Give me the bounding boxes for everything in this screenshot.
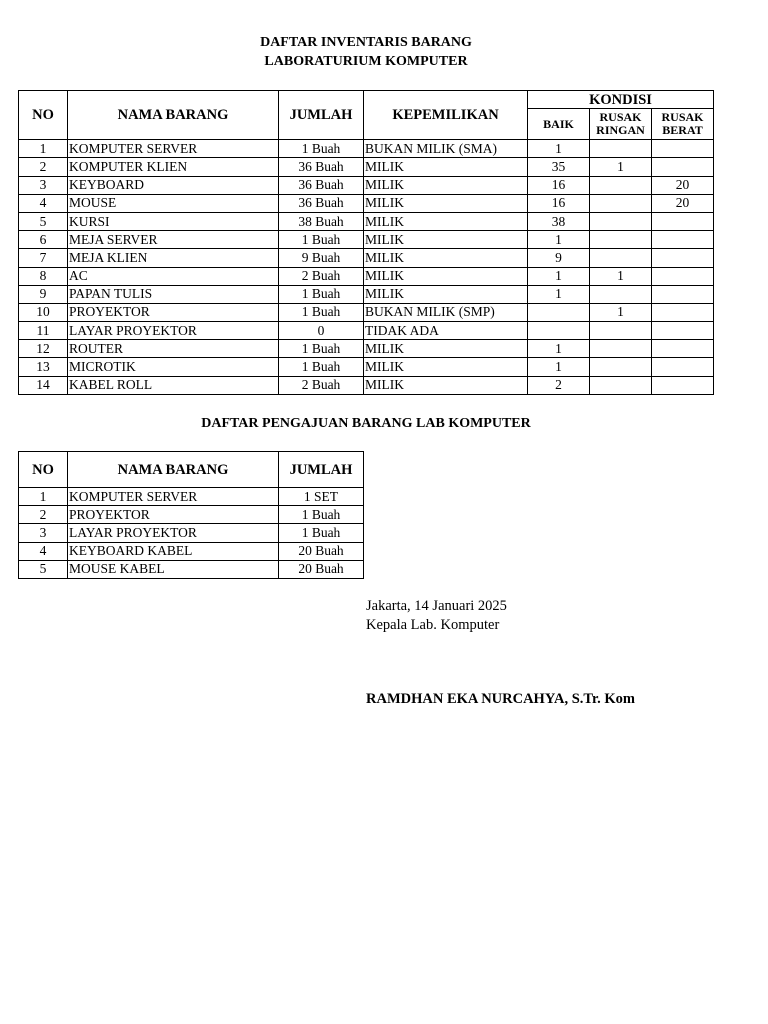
inventory-table bbox=[18, 90, 714, 395]
table-row bbox=[19, 285, 714, 303]
cell-nama: MEJA SERVER bbox=[68, 231, 279, 249]
cell-jumlah: 36 Buah bbox=[279, 194, 364, 212]
cell-baik: 9 bbox=[528, 249, 590, 267]
request-cell-jumlah: 20 Buah bbox=[279, 560, 364, 578]
request-cell-no: 5 bbox=[19, 560, 68, 578]
cell-berat bbox=[652, 340, 714, 358]
document-title: DAFTAR INVENTARIS BARANG bbox=[260, 35, 472, 50]
table-row bbox=[19, 212, 714, 230]
table-row bbox=[19, 194, 714, 212]
cell-nama: KABEL ROLL bbox=[68, 376, 279, 394]
header-rusak-ringan bbox=[590, 109, 652, 140]
cell-berat: 20 bbox=[652, 176, 714, 194]
cell-kepemilikan: MILIK bbox=[364, 285, 528, 303]
cell-ringan bbox=[590, 358, 652, 376]
cell-ringan bbox=[590, 212, 652, 230]
table-row bbox=[19, 249, 714, 267]
cell-no: 6 bbox=[19, 231, 68, 249]
cell-jumlah: 36 Buah bbox=[279, 176, 364, 194]
cell-berat bbox=[652, 140, 714, 158]
cell-no: 8 bbox=[19, 267, 68, 285]
cell-no: 1 bbox=[19, 140, 68, 158]
table-row bbox=[19, 158, 714, 176]
cell-berat bbox=[652, 267, 714, 285]
table-row bbox=[19, 267, 714, 285]
document-subtitle: LABORATURIUM KOMPUTER bbox=[264, 54, 468, 69]
cell-kepemilikan: MILIK bbox=[364, 212, 528, 230]
request-header-jumlah: JUMLAH bbox=[279, 452, 364, 488]
cell-ringan bbox=[590, 376, 652, 394]
cell-no: 10 bbox=[19, 303, 68, 321]
cell-jumlah: 1 Buah bbox=[279, 231, 364, 249]
cell-jumlah: 1 Buah bbox=[279, 340, 364, 358]
cell-nama: KOMPUTER KLIEN bbox=[68, 158, 279, 176]
request-header-no: NO bbox=[19, 452, 68, 488]
cell-kepemilikan: MILIK bbox=[364, 267, 528, 285]
cell-jumlah: 2 Buah bbox=[279, 376, 364, 394]
table-row bbox=[19, 560, 364, 578]
cell-baik: 16 bbox=[528, 176, 590, 194]
cell-ringan bbox=[590, 231, 652, 249]
cell-jumlah: 0 bbox=[279, 322, 364, 340]
header-kepemilikan: KEPEMILIKAN bbox=[364, 91, 528, 140]
cell-jumlah: 1 Buah bbox=[279, 285, 364, 303]
cell-ringan bbox=[590, 194, 652, 212]
cell-baik: 1 bbox=[528, 285, 590, 303]
cell-kepemilikan: MILIK bbox=[364, 176, 528, 194]
request-cell-no: 1 bbox=[19, 488, 68, 506]
table-row bbox=[19, 340, 714, 358]
request-cell-nama: KEYBOARD KABEL bbox=[68, 542, 279, 560]
table-row bbox=[19, 231, 714, 249]
cell-jumlah: 1 Buah bbox=[279, 303, 364, 321]
request-title: DAFTAR PENGAJUAN BARANG LAB KOMPUTER bbox=[201, 416, 531, 431]
cell-ringan: 1 bbox=[590, 303, 652, 321]
table-row bbox=[19, 322, 714, 340]
request-cell-jumlah: 1 SET bbox=[279, 488, 364, 506]
cell-nama: ROUTER bbox=[68, 340, 279, 358]
request-cell-no: 2 bbox=[19, 506, 68, 524]
request-cell-jumlah: 1 Buah bbox=[279, 524, 364, 542]
cell-kepemilikan: BUKAN MILIK (SMA) bbox=[364, 140, 528, 158]
header-rusak-berat bbox=[652, 109, 714, 140]
cell-nama: MICROTIK bbox=[68, 358, 279, 376]
cell-berat bbox=[652, 212, 714, 230]
cell-ringan bbox=[590, 176, 652, 194]
cell-berat bbox=[652, 158, 714, 176]
cell-jumlah: 38 Buah bbox=[279, 212, 364, 230]
cell-berat bbox=[652, 358, 714, 376]
cell-nama: MEJA KLIEN bbox=[68, 249, 279, 267]
table-row bbox=[19, 542, 364, 560]
table-row bbox=[19, 176, 714, 194]
cell-kepemilikan: TIDAK ADA bbox=[364, 322, 528, 340]
header-rusak-berat-line1: RUSAK bbox=[661, 110, 704, 125]
cell-no: 13 bbox=[19, 358, 68, 376]
cell-kepemilikan: MILIK bbox=[364, 340, 528, 358]
cell-kepemilikan: MILIK bbox=[364, 249, 528, 267]
table-row bbox=[19, 524, 364, 542]
request-header-nama-barang: NAMA BARANG bbox=[68, 452, 279, 488]
cell-no: 5 bbox=[19, 212, 68, 230]
signature-position: Kepala Lab. Komputer bbox=[366, 617, 500, 633]
header-baik: BAIK bbox=[528, 109, 590, 140]
request-cell-nama: LAYAR PROYEKTOR bbox=[68, 524, 279, 542]
table-row bbox=[19, 506, 364, 524]
cell-ringan: 1 bbox=[590, 158, 652, 176]
table-row bbox=[19, 358, 714, 376]
cell-baik bbox=[528, 322, 590, 340]
cell-no: 12 bbox=[19, 340, 68, 358]
cell-baik: 1 bbox=[528, 231, 590, 249]
cell-no: 14 bbox=[19, 376, 68, 394]
request-cell-no: 4 bbox=[19, 542, 68, 560]
cell-nama: MOUSE bbox=[68, 194, 279, 212]
cell-ringan bbox=[590, 285, 652, 303]
cell-kepemilikan: MILIK bbox=[364, 376, 528, 394]
header-no: NO bbox=[19, 91, 68, 140]
table-row bbox=[19, 376, 714, 394]
header-nama-barang: NAMA BARANG bbox=[68, 91, 279, 140]
cell-baik bbox=[528, 303, 590, 321]
cell-berat bbox=[652, 285, 714, 303]
cell-jumlah: 1 Buah bbox=[279, 358, 364, 376]
cell-no: 4 bbox=[19, 194, 68, 212]
cell-nama: KOMPUTER SERVER bbox=[68, 140, 279, 158]
cell-baik: 2 bbox=[528, 376, 590, 394]
cell-nama: KEYBOARD bbox=[68, 176, 279, 194]
cell-jumlah: 1 Buah bbox=[279, 140, 364, 158]
cell-ringan bbox=[590, 322, 652, 340]
cell-nama: PAPAN TULIS bbox=[68, 285, 279, 303]
request-cell-jumlah: 1 Buah bbox=[279, 506, 364, 524]
cell-berat bbox=[652, 249, 714, 267]
cell-baik: 16 bbox=[528, 194, 590, 212]
cell-nama: PROYEKTOR bbox=[68, 303, 279, 321]
cell-berat bbox=[652, 231, 714, 249]
cell-berat: 20 bbox=[652, 194, 714, 212]
cell-jumlah: 2 Buah bbox=[279, 267, 364, 285]
cell-no: 7 bbox=[19, 249, 68, 267]
cell-nama: KURSI bbox=[68, 212, 279, 230]
cell-ringan bbox=[590, 249, 652, 267]
cell-ringan bbox=[590, 140, 652, 158]
request-cell-jumlah: 20 Buah bbox=[279, 542, 364, 560]
cell-kepemilikan: MILIK bbox=[364, 194, 528, 212]
cell-jumlah: 9 Buah bbox=[279, 249, 364, 267]
header-rusak-ringan-line1: RUSAK bbox=[599, 110, 642, 125]
cell-no: 11 bbox=[19, 322, 68, 340]
cell-no: 3 bbox=[19, 176, 68, 194]
cell-nama: LAYAR PROYEKTOR bbox=[68, 322, 279, 340]
cell-ringan: 1 bbox=[590, 267, 652, 285]
header-jumlah: JUMLAH bbox=[279, 91, 364, 140]
table-row bbox=[19, 303, 714, 321]
cell-kepemilikan: MILIK bbox=[364, 358, 528, 376]
header-rusak-berat-line2: BERAT bbox=[662, 123, 703, 138]
cell-berat bbox=[652, 322, 714, 340]
cell-berat bbox=[652, 376, 714, 394]
cell-no: 2 bbox=[19, 158, 68, 176]
cell-baik: 38 bbox=[528, 212, 590, 230]
cell-berat bbox=[652, 303, 714, 321]
signature-name: RAMDHAN EKA NURCAHYA, S.Tr. Kom bbox=[366, 691, 635, 707]
request-table bbox=[18, 451, 364, 579]
header-kondisi: KONDISI bbox=[528, 91, 714, 109]
cell-baik: 1 bbox=[528, 340, 590, 358]
cell-baik: 1 bbox=[528, 140, 590, 158]
table-row bbox=[19, 140, 714, 158]
request-cell-nama: MOUSE KABEL bbox=[68, 560, 279, 578]
cell-ringan bbox=[590, 340, 652, 358]
cell-no: 9 bbox=[19, 285, 68, 303]
request-cell-nama: PROYEKTOR bbox=[68, 506, 279, 524]
table-row bbox=[19, 488, 364, 506]
cell-baik: 35 bbox=[528, 158, 590, 176]
header-rusak-ringan-line2: RINGAN bbox=[596, 123, 645, 138]
cell-baik: 1 bbox=[528, 358, 590, 376]
cell-kepemilikan: MILIK bbox=[364, 158, 528, 176]
signature-place-date: Jakarta, 14 Januari 2025 bbox=[366, 598, 507, 614]
cell-kepemilikan: BUKAN MILIK (SMP) bbox=[364, 303, 528, 321]
request-cell-nama: KOMPUTER SERVER bbox=[68, 488, 279, 506]
cell-jumlah: 36 Buah bbox=[279, 158, 364, 176]
request-cell-no: 3 bbox=[19, 524, 68, 542]
cell-kepemilikan: MILIK bbox=[364, 231, 528, 249]
cell-nama: AC bbox=[68, 267, 279, 285]
cell-baik: 1 bbox=[528, 267, 590, 285]
